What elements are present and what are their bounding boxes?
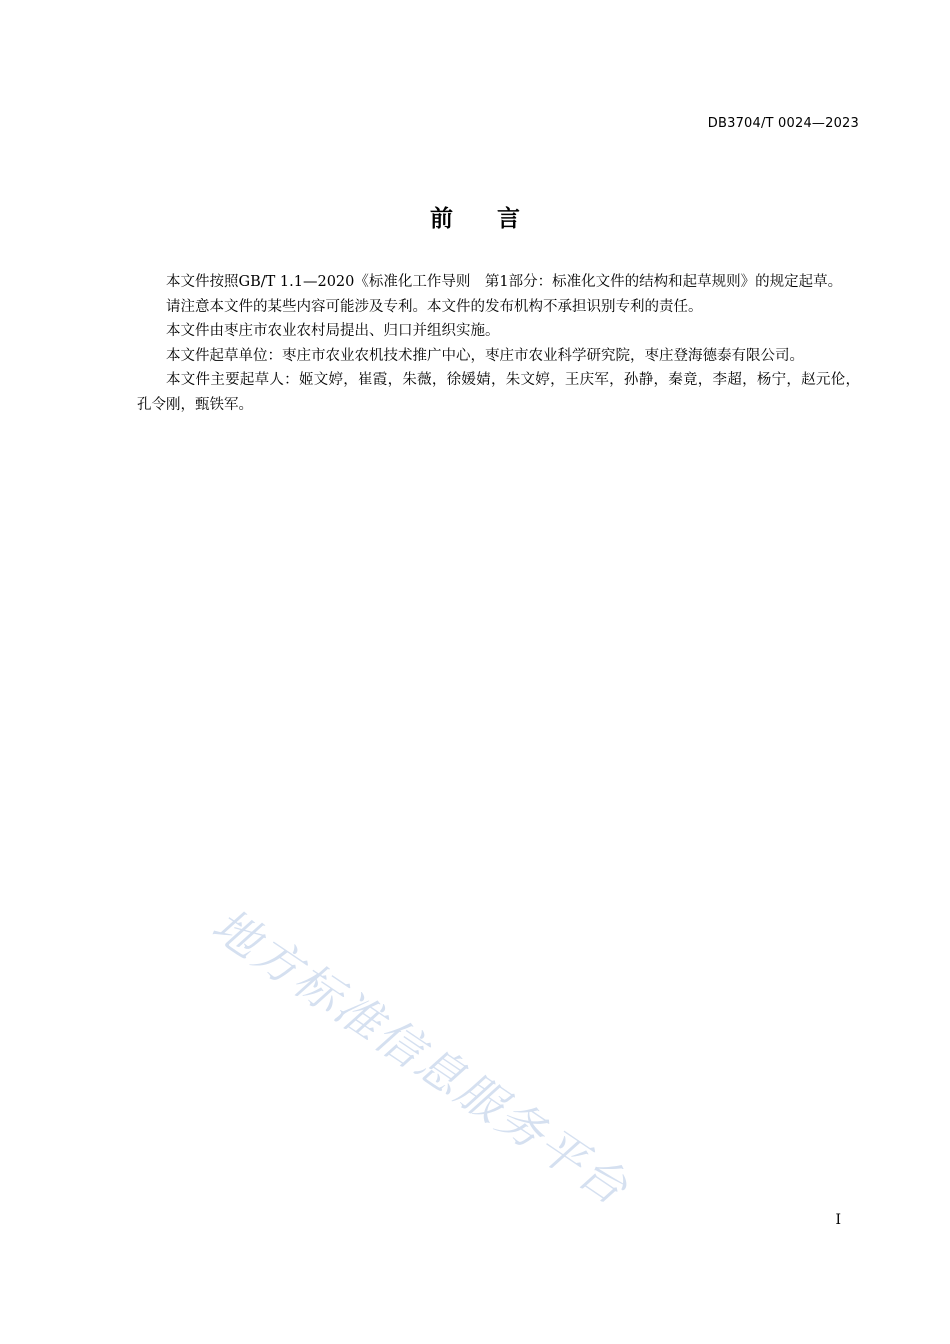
watermark: 地方标准信息服务平台 — [202, 897, 640, 1217]
document-code: DB3704/T 0024—2023 — [707, 116, 859, 131]
paragraph-proposer: 本文件由枣庄市农业农村局提出、归口并组织实施。 — [166, 323, 500, 339]
paragraph-drafting-basis: 本文件按照GB/T 1.1—2020《标准化工作导则 第1部分：标准化文件的结构和起草规则》的规定起草。 — [166, 274, 843, 290]
page-number: I — [835, 1212, 841, 1228]
page-title: 前言 — [430, 206, 564, 232]
paragraph-drafting-units: 本文件起草单位：枣庄市农业农机技术推广中心，枣庄市农业科学研究院，枣庄登海德泰有限公司。 — [166, 347, 804, 364]
paragraph-patent-notice: 请注意本文件的某些内容可能涉及专利。本文件的发布机构不承担识别专利的责任。 — [166, 298, 703, 315]
foreword-body — [137, 270, 860, 417]
paragraph-drafters: 本文件主要起草人：姬文婷，崔霞，朱薇，徐媛婧，朱文婷，王庆军，孙静，秦竟，李超，杨宁，赵元伦，孔令刚，甄铁军。 — [137, 372, 860, 413]
